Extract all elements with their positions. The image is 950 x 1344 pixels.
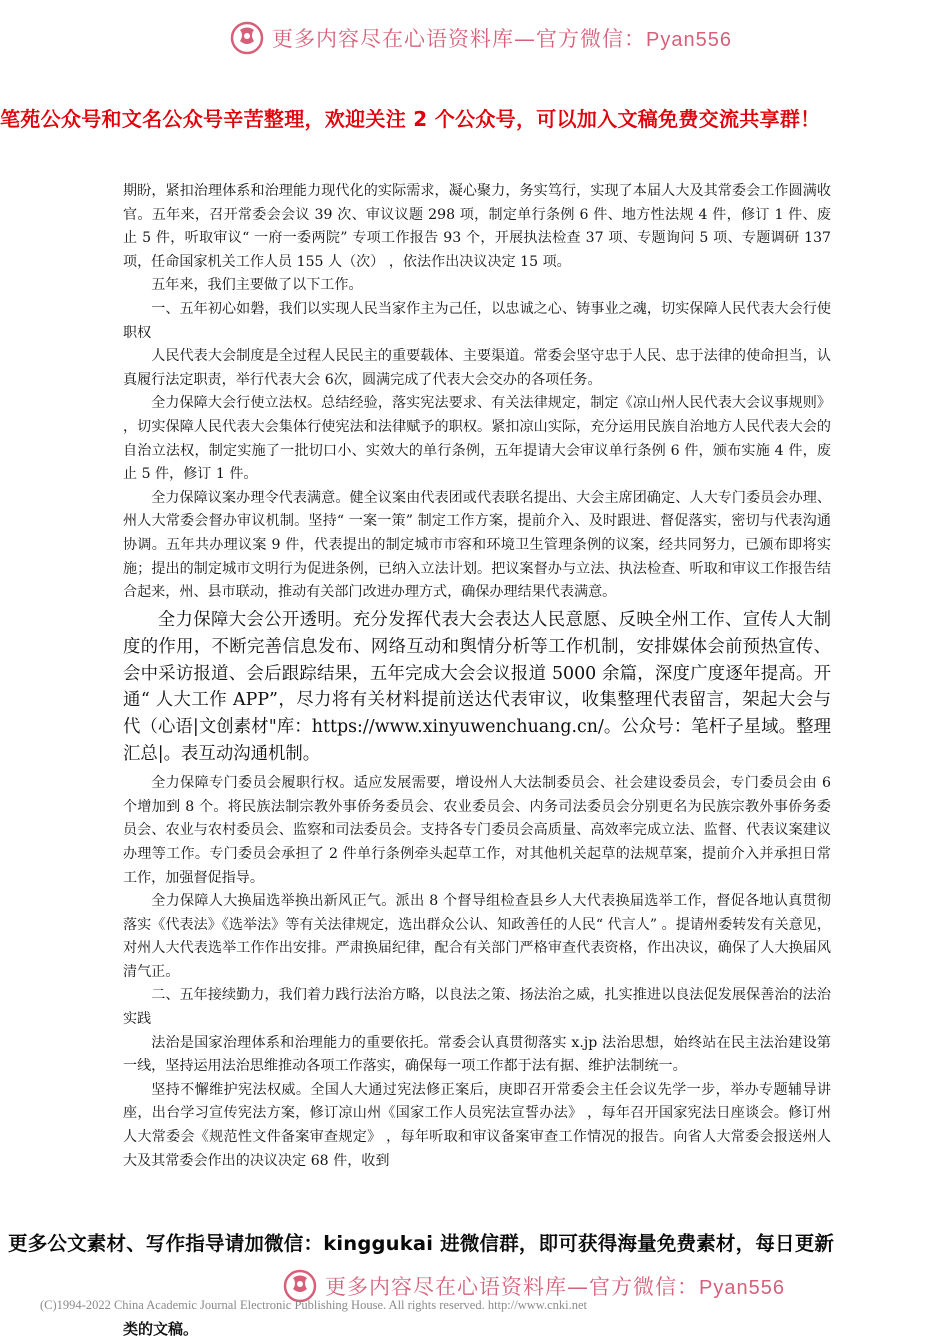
header-banner-slogan: 更多内容尽在心语资料库—官方微信：: [272, 27, 646, 51]
footer-wechat-id: Pyan556: [699, 1277, 785, 1299]
paragraph-11: 法治是国家治理体系和治理能力的重要依托。常委会认真贯彻落实 x.jp 法治思想，始终站在民主法治建设第一线，坚持运用法治思维推动各项工作落实，确保每一项工作都于法有据、维护法制统一。: [123, 1034, 831, 1075]
document-body: [123, 180, 831, 1173]
paragraph-2: 五年来，我们主要做了以下工作。: [151, 277, 363, 294]
paragraph-4: 人民代表大会制度是全过程人民民主的重要载体、主要渠道。常委会坚守忠于人民、忠于法律的使命担当，认真履行法定职责，举行代表大会 6次，圆满完成了代表大会交办的各项任务。: [123, 348, 831, 388]
header-banner-text: [272, 23, 732, 53]
footer-copyright: (C)1994-2022 China Academic Journal Electronic Publishing House. All rights reserved. http://www.cnki.net: [40, 1298, 588, 1312]
paragraph-9: 全力保障人大换届选举换出新风正气。派出 8 个督导组检查县乡人大代表换届选举工作，督促各地认真贯彻落实《代表法》《选举法》等有关法律规定，选出群众公认、知政善任的人民“ 代言人” 。提请州委转发有关意见，对州人大代表选举工作作出安排。严肃换届纪律，配合有关部门严格审查代表资格，作出决议，确保了人大换届风清气正。: [123, 893, 831, 980]
paragraph-7: 全力保障大会公开透明。充分发挥代表大会表达人民意愿、反映全州工作、宣传人大制度的作用，不断完善信息发布、网络互动和舆情分析等工作机制，安排媒体会前预热宣传、会中采访报道、会后跟踪结果，五年完成大会会议报道 5000 余篇，深度广度逐年提高。开通“ 人大工作 APP”，尽力将有关材料提前送达代表审议，收集整理代表留言，架起大会与代（心语|文创素材"库：https://www.xinyuwenchuang.cn/。公众号：笔杆子星域。整理汇总|。表互动沟通机制。: [123, 609, 831, 765]
paragraph-5: 全力保障大会行使立法权。总结经验，落实宪法要求、有关法律规定，制定《凉山州人民代表大会议事规则》 ，切实保障人民代表大会集体行使宪法和法律赋予的职权。紧扣凉山实际，充分运用民族自治地方人民代表大会的自治立法权，制定实施了一批切口小、实效大的单行条例，五年提请大会审议单行条例 6 件，颁布实施 4 件，废止 5 件，修订 1 件。: [123, 395, 831, 483]
cut-off-text: 类的文稿。: [123, 1320, 199, 1338]
header-banner: [230, 18, 750, 58]
section-heading-1: 一、五年初心如磐，我们以实现人民当家作主为己任，以忠诚之心、铸事业之魂，切实保障人民代表大会行使职权: [123, 300, 831, 341]
section-heading-2: 二、五年接续勤力，我们着力践行法治方略，以良法之策、扬法治之威，扎实推进以良法促发展保善治的法治实践: [123, 987, 831, 1028]
brand-logo-icon: [230, 21, 264, 55]
footer-banner-text: [325, 1271, 785, 1301]
paragraph-8: 全力保障专门委员会履职行权。适应发展需要，增设州人大法制委员会、社会建设委员会，专门委员会由 6 个增加到 8 个。将民族法制宗教外事侨务委员会、农业委员会、内务司法委员会分别更名为民族宗教外事侨务委员会、农业与农村委员会、监察和司法委员会。支持各专门委员会高质量、高效率完成立法、监督、代表议案建议办理等工作。专门委员会承担了 2 件单行条例牵头起草工作，对其他机关起草的法规草案，提前介入并承担日常工作，加强督促指导。: [123, 775, 831, 886]
footer-banner-slogan: 更多内容尽在心语资料库—官方微信：: [325, 1275, 699, 1299]
bottom-notice: 更多公文素材、写作指导请加微信：kinggukai 进微信群，即可获得海量免费素材，每日更新: [8, 1232, 835, 1255]
header-wechat-id: Pyan556: [646, 29, 732, 51]
paragraph-1: 期盼，紧扣治理体系和治理能力现代化的实际需求，凝心聚力，务实笃行，实现了本届人大及其常委会工作圆满收官。五年来，召开常委会会议 39 次、审议议题 298 项，制定单行条例 6 件、地方性法规 4 件，修订 1 件、废止 5 件，听取审议“ 一府一委两院” 专项工作报告 93 个，开展执法检查 37 项、专题询问 5 项、专题调研 137 项，任命国家机关工作人员 155 人（次） ，依法作出决议决定 15 项。: [123, 183, 831, 270]
top-red-notice: 笔苑公众号和文名公众号辛苦整理，欢迎关注 2 个公众号，可以加入文稿免费交流共享群！: [0, 107, 821, 131]
paragraph-12: 坚持不懈维护宪法权威。全国人大通过宪法修正案后，庚即召开常委会主任会议先学一步，举办专题辅导讲座，出台学习宣传宪法方案，修订凉山州《国家工作人员宪法宣誓办法》 ，每年召开国家宪法日座谈会。修订州人大常委会《规范性文件备案审查规定》 ，每年听取和审议备案审查工作情况的报告。向省人大常委会报送州人大及其常委会作出的决议决定 68 件，收到: [123, 1081, 831, 1169]
paragraph-6: 全力保障议案办理令代表满意。健全议案由代表团或代表联名提出、大会主席团确定、人大专门委员会办理、州人大常委会督办审议机制。坚持“ 一案一策” 制定工作方案，提前介入、及时跟进、督促落实，密切与代表沟通协调。五年共办理议案 9 件，代表提出的制定城市市容和环境卫生管理条例的议案，经共同努力，已颁布即将实施；提出的制定城市文明行为促进条例，已纳入立法计划。把议案督办与立法、执法检查、听取和审议工作报告结合起来，州、县市联动，推动有关部门改进办理方式，确保办理结果代表满意。: [123, 489, 831, 601]
